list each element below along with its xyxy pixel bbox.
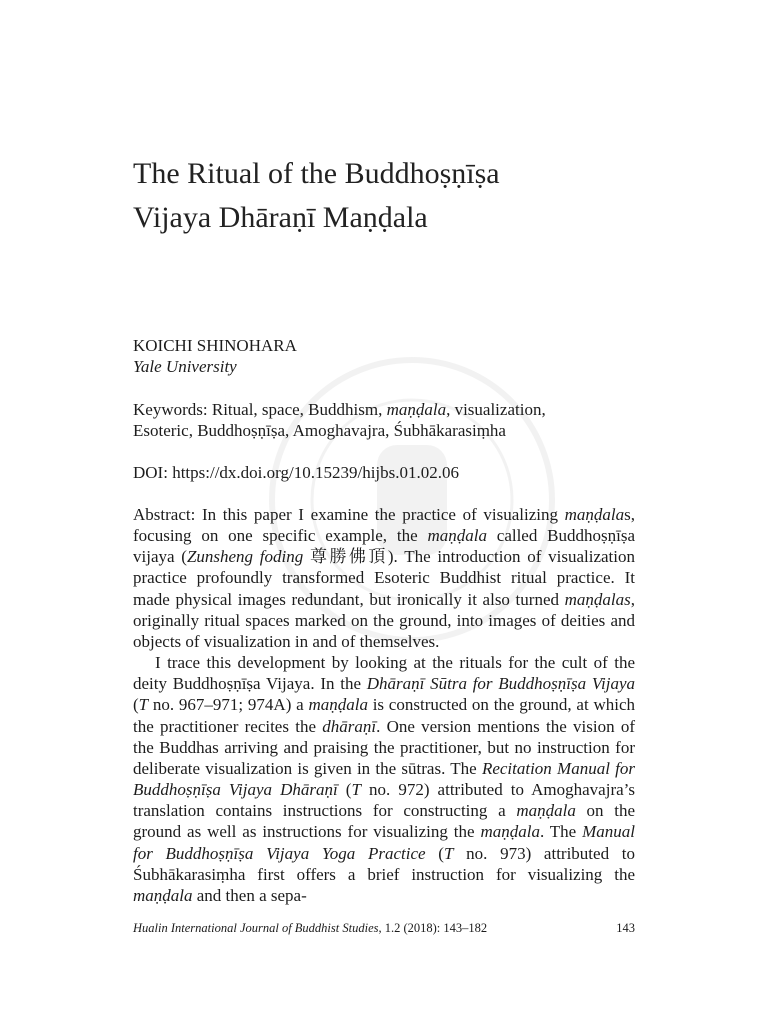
abstract-text: no. 967–971; 974A) a (148, 695, 309, 715)
abstract-italic: Recitation Manual for Buddhoṣṇīṣa Vijaya Dhāraṇī (133, 758, 636, 800)
keywords (133, 399, 635, 441)
abstract-text: , originally ritual spaces marked on the ground, into images of deities and objects of visualization in and of themselves. (133, 589, 635, 651)
doi-label: DOI: (133, 463, 168, 482)
abstract-italic: maṇḍala (133, 885, 193, 905)
abstract-text: on the ground as well as instructions for visualizing the (133, 801, 635, 842)
abstract-text: and then a sepa- (192, 885, 307, 905)
abstract-paragraph-1 (133, 504, 635, 652)
title-line-1: The Ritual of the Buddhoṣṇīṣa (133, 157, 500, 191)
abstract-italic: T (138, 695, 149, 715)
keywords-italic: maṇḍala (386, 400, 447, 419)
abstract-italic: Dhāraṇī Sūtra for Buddhoṣṇīṣa Vijaya (366, 674, 635, 694)
abstract-italic: maṇḍala (564, 505, 625, 524)
abstract-text: is constructed on the ground, at which the practitioner recites the (133, 695, 635, 736)
abstract-text: I trace this development by looking at the rituals for the cult of the deity Buddhoṣṇīṣa Vijaya. In the (133, 653, 635, 694)
abstract-italic: T (443, 843, 454, 863)
abstract-italic: Zunsheng foding (186, 547, 304, 567)
abstract-italic: dhāraṇī (322, 716, 377, 736)
keywords-text-2: , visualization, (446, 400, 546, 419)
page-footer (133, 919, 635, 937)
abstract-text: no. 973) attributed to Śubhākarasiṃha first offers a brief instruction for visualizing the (133, 843, 635, 884)
abstract-label: Abstract: (133, 505, 196, 524)
author-affiliation: Yale University (133, 357, 237, 376)
abstract-text: ( (133, 695, 139, 715)
abstract-text: . The (539, 822, 583, 842)
abstract-text: called Buddhoṣṇīṣa vijaya ( (133, 526, 636, 567)
abstract-italic: Manual for Buddhoṣṇīṣa Vijaya Yoga Practice (133, 822, 635, 863)
abstract-italic: maṇḍala (308, 695, 368, 715)
abstract-italic: maṇḍalas (564, 589, 631, 609)
abstract-text: s, focusing on one specific example, the (133, 505, 635, 546)
abstract (133, 504, 635, 906)
title-line-2: Vijaya Dhāraṇī Maṇḍala (133, 201, 428, 235)
doi (133, 462, 635, 483)
footer-journal: Hualin International Journal of Buddhist Studies (133, 921, 379, 935)
author-block (133, 335, 297, 377)
paper-title (133, 152, 653, 240)
page-number: 143 (616, 921, 635, 935)
abstract-text: 尊勝佛頂). The introduction of visualization practice profoundly transformed Esoteric Buddhist ritual practice. It made physical images redundant, but ironically it also turned (133, 547, 635, 609)
doi-link[interactable]: https://dx.doi.org/10.15239/hijbs.01.02.06 (172, 463, 460, 482)
footer-issue: , 1.2 (2018): 143–182 (378, 921, 488, 935)
abstract-text: no. 972) attributed to Amoghavajra’s translation contains instructions for constructing a (133, 780, 635, 821)
abstract-text: ( (337, 780, 352, 800)
abstract-italic: maṇḍala (480, 822, 540, 842)
author-name: KOICHI SHINOHARA (133, 336, 297, 355)
abstract-paragraph-2 (133, 652, 635, 906)
abstract-text: . One version mentions the vision of the Buddhas arriving and praising the practitioner, but no instruction for deliberate visualization is given in the sūtras. The (133, 716, 635, 778)
abstract-text: In this paper I examine the practice of visualizing (195, 505, 565, 524)
footer-citation (133, 919, 487, 937)
keywords-text-3: Esoteric, Buddhoṣṇīṣa, Amoghavajra, Śubhākarasiṃha (133, 421, 506, 440)
abstract-italic: maṇḍala (516, 801, 576, 821)
abstract-italic: maṇḍala (427, 526, 487, 546)
keywords-text-1: Ritual, space, Buddhism, (211, 400, 387, 419)
keywords-label: Keywords: (133, 400, 208, 419)
abstract-text: ( (425, 843, 444, 863)
abstract-italic: T (351, 780, 361, 800)
